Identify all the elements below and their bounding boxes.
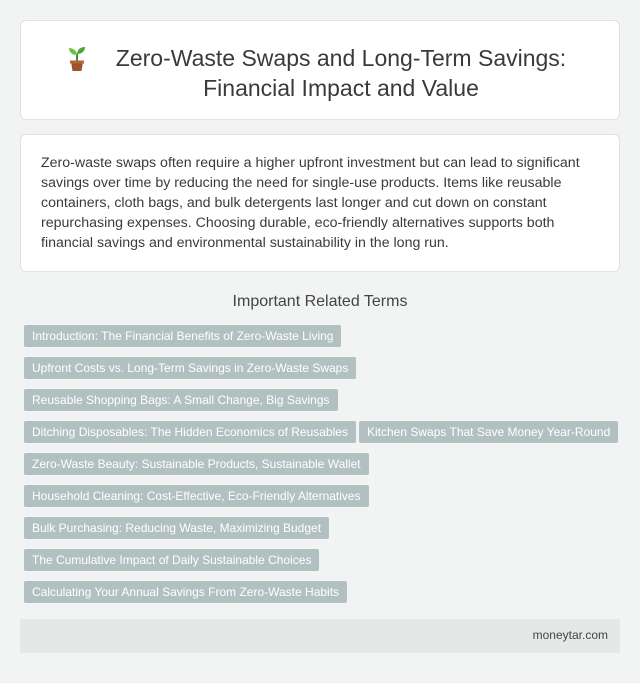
seedling-icon — [65, 43, 89, 73]
related-term-tag[interactable]: Household Cleaning: Cost-Effective, Eco-Friendly Alternatives — [24, 485, 369, 507]
related-term-tag[interactable]: Calculating Your Annual Savings From Zero-Waste Habits — [24, 581, 347, 603]
related-term-tag[interactable]: Kitchen Swaps That Save Money Year-Round — [359, 421, 618, 443]
related-term-tag[interactable]: Ditching Disposables: The Hidden Economics of Reusables — [24, 421, 356, 443]
related-term-tag[interactable]: The Cumulative Impact of Daily Sustainable Choices — [24, 549, 319, 571]
title-card — [20, 20, 620, 120]
footer — [20, 619, 620, 653]
related-terms-heading: Important Related Terms — [232, 293, 408, 310]
description-card — [20, 134, 620, 272]
description-text: Zero-waste swaps often require a higher upfront investment but can lead to significant savings over time by reducing the need for single-use products. Items like reusable containers, cloth bags, and bulk detergents last longer and cut down on constant repurchasing expenses. Choosing durable, eco-friendly alternatives supports both financial savings and environmental sustainability in the long run. — [41, 155, 580, 251]
related-term-tag[interactable]: Zero-Waste Beauty: Sustainable Products, Sustainable Wallet — [24, 453, 369, 475]
related-term-tag[interactable]: Upfront Costs vs. Long-Term Savings in Zero-Waste Swaps — [24, 357, 356, 379]
related-term-tag[interactable]: Reusable Shopping Bags: A Small Change, Big Savings — [24, 389, 338, 411]
page-title: Zero-Waste Swaps and Long-Term Savings: Financial Impact and Value — [115, 45, 567, 101]
site-name[interactable]: moneytar.com — [532, 628, 608, 642]
related-term-tag[interactable]: Bulk Purchasing: Reducing Waste, Maximizing Budget — [24, 517, 329, 539]
related-term-tag[interactable]: Introduction: The Financial Benefits of Zero-Waste Living — [24, 325, 341, 347]
